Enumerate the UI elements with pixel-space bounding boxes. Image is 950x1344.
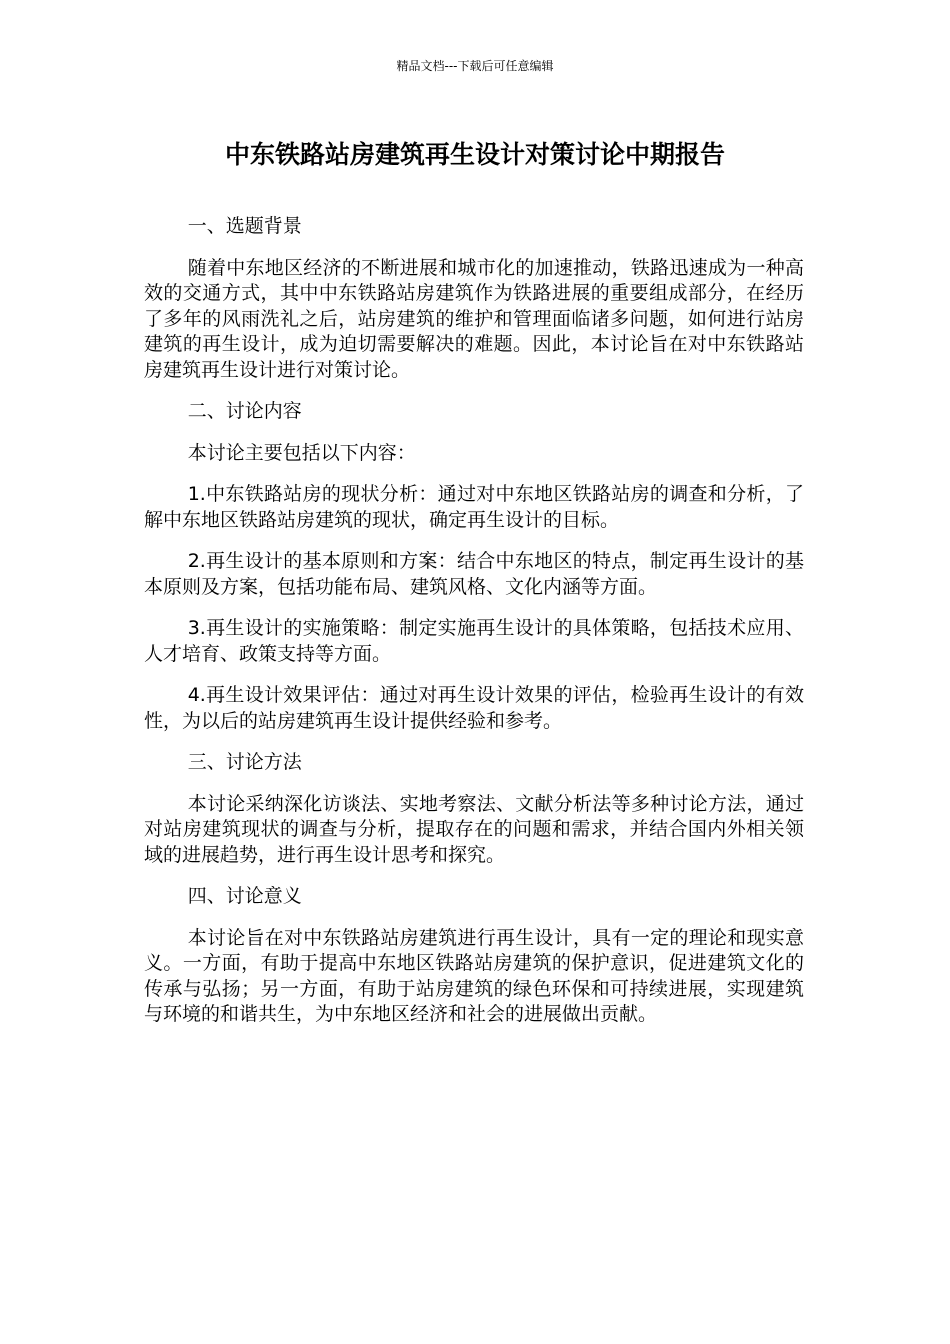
section-heading-content: 二、讨论内容 xyxy=(187,400,302,422)
paragraph-significance: 本讨论旨在对中东铁路站房建筑进行再生设计，具有一定的理论和现实意义。一方面，有助于提高中东地区铁路站房建筑的保护意识，促进建筑文化的传承与弘扬；另一方面，有助于站房建筑的绿色环保和可持续进展，实现建筑与环境的和谐共生，为中东地区经济和社会的进展做出贡献。 xyxy=(144,926,804,1025)
section-heading-method: 三、讨论方法 xyxy=(187,751,302,773)
section-heading-background: 一、选题背景 xyxy=(187,215,302,237)
list-item-1: 1.中东铁路站房的现状分析：通过对中东地区铁路站房的调查和分析，了解中东地区铁路站房建筑的现状，确定再生设计的目标。 xyxy=(144,483,804,531)
list-item-4: 4.再生设计效果评估：通过对再生设计效果的评估，检验再生设计的有效性，为以后的站房建筑再生设计提供经验和参考。 xyxy=(144,684,804,732)
paragraph-content-intro: 本讨论主要包括以下内容： xyxy=(187,441,416,464)
paragraph-method: 本讨论采纳深化访谈法、实地考察法、文献分析法等多种讨论方法，通过对站房建筑现状的调查与分析，提取存在的问题和需求，并结合国内外相关领域的进展趋势，进行再生设计思考和探究。 xyxy=(144,792,804,866)
section-heading-significance: 四、讨论意义 xyxy=(187,885,302,907)
paragraph-background: 随着中东地区经济的不断进展和城市化的加速推动，铁路迅速成为一种高效的交通方式，其中中东铁路站房建筑作为铁路进展的重要组成部分，在经历了多年的风雨洗礼之后，站房建筑的维护和管理面临诸多问题，如何进行站房建筑的再生设计，成为迫切需要解决的难题。因此，本讨论旨在对中东铁路站房建筑再生设计进行对策讨论。 xyxy=(144,256,804,381)
list-item-2: 2.再生设计的基本原则和方案：结合中东地区的特点，制定再生设计的基本原则及方案，包括功能布局、建筑风格、文化内涵等方面。 xyxy=(144,550,804,598)
document-body xyxy=(144,214,804,1044)
list-item-3: 3.再生设计的实施策略：制定实施再生设计的具体策略，包括技术应用、人才培育、政策支持等方面。 xyxy=(144,617,804,665)
document-title: 中东铁路站房建筑再生设计对策讨论中期报告 xyxy=(224,140,725,169)
header-note: 精品文档---下载后可任意编辑 xyxy=(396,59,554,73)
